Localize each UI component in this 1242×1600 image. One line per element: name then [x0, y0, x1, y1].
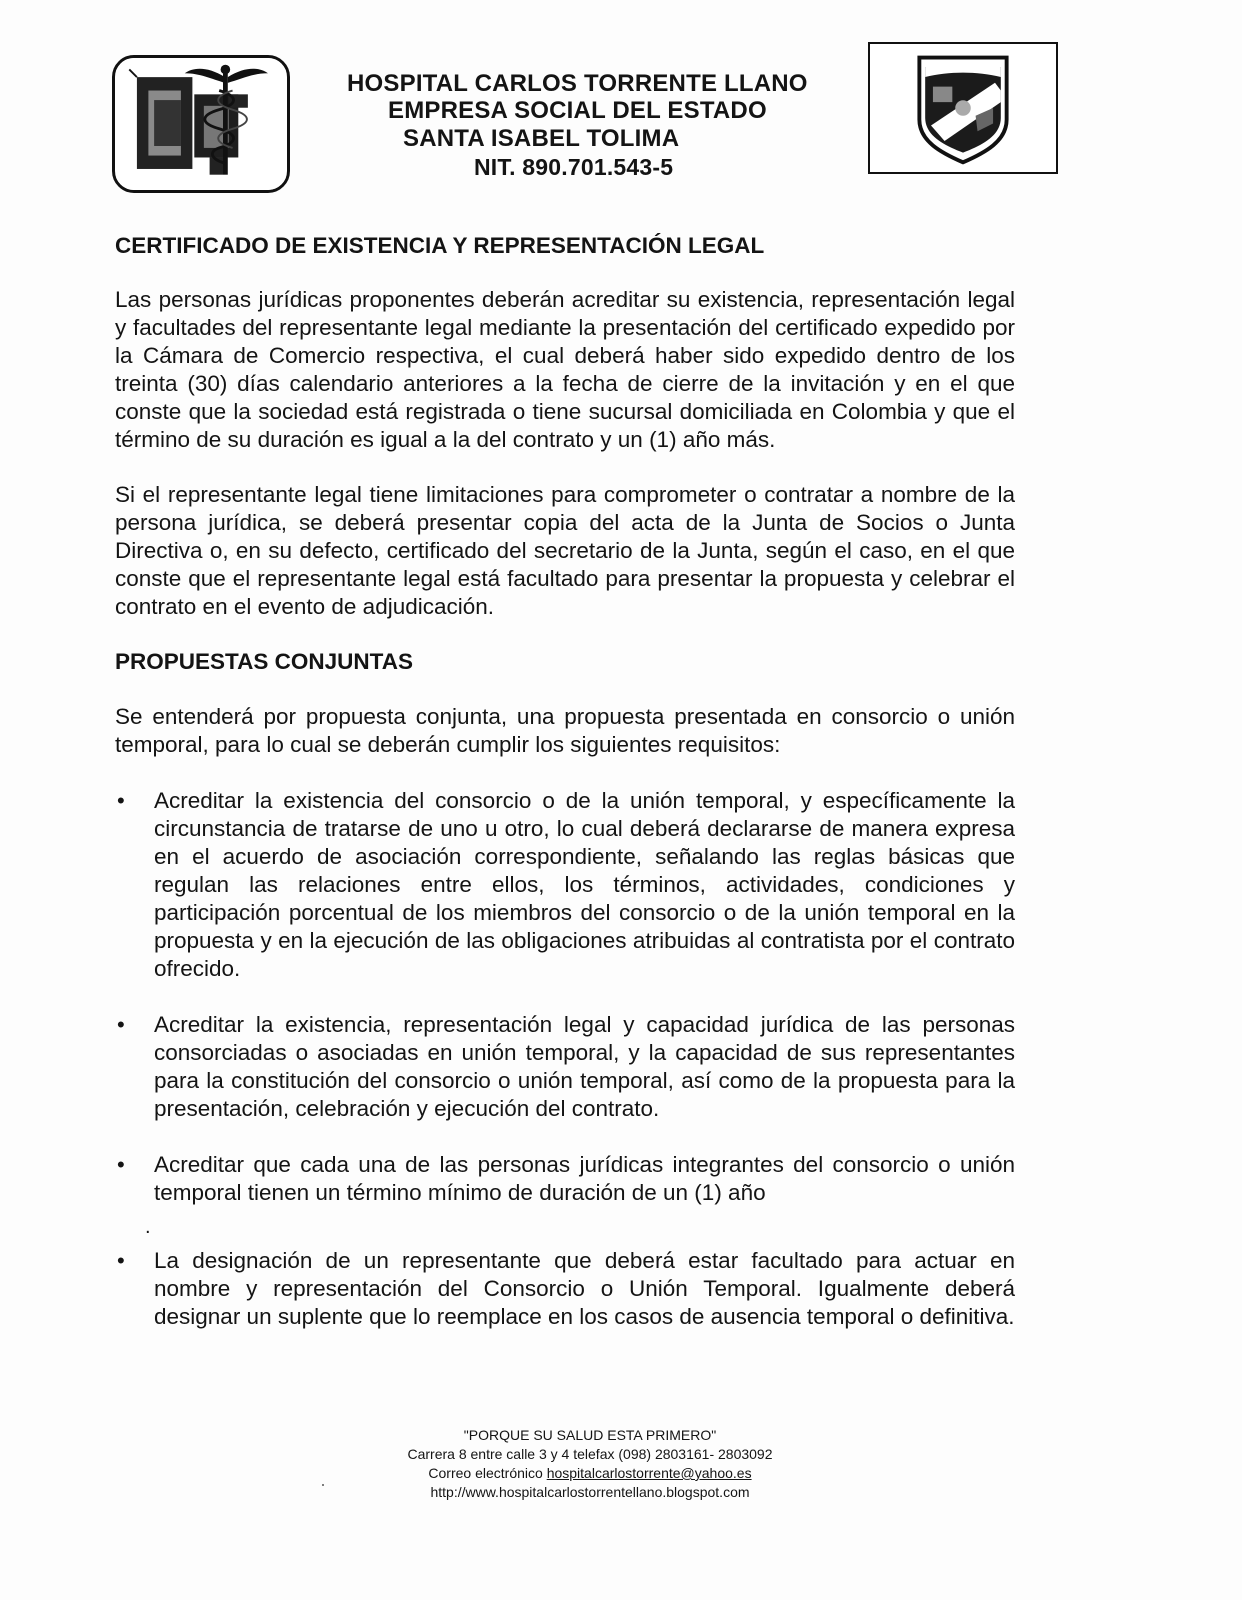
shield-icon [870, 44, 1056, 172]
stray-mark [115, 1216, 1015, 1241]
requirement-text: Acreditar la existencia, representación legal y capacidad jurídica de las personas consorciadas o asociadas en unión temporal, y la capacidad de sus representantes para la constitución del consorcio o unión temporal, así como de la propuesta para la presentación, celebración y ejecución del contrato. [154, 1012, 1015, 1121]
section-title-conjuntas: PROPUESTAS CONJUNTAS [115, 649, 413, 674]
shield-logo [868, 42, 1058, 174]
hospital-name: HOSPITAL CARLOS TORRENTE LLANO [347, 70, 808, 97]
footer-url[interactable]: http://www.hospitalcarlostorrentellano.blogspot.com [430, 1484, 750, 1500]
list-item [115, 1011, 1015, 1123]
entity-type: EMPRESA SOCIAL DEL ESTADO [388, 97, 767, 124]
location: SANTA ISABEL TOLIMA [403, 125, 680, 152]
bullet-icon: • [117, 1152, 125, 1177]
document-body [115, 232, 1015, 1331]
list-item [115, 787, 1015, 983]
requirements-list [115, 787, 1015, 1331]
footer-address: Carrera 8 entre calle 3 y 4 telefax (098) 2803161- 2803092 [407, 1446, 773, 1462]
list-item [115, 1247, 1015, 1331]
footer-slogan: "PORQUE SU SALUD ESTA PRIMERO" [463, 1427, 717, 1443]
bullet-icon: • [117, 1012, 125, 1037]
list-item [115, 1151, 1015, 1207]
requirement-text: Acreditar que cada una de las personas jurídicas integrantes del consorcio o unión temporal tienen un término mínimo de duración de un (1) año [154, 1152, 1015, 1205]
footer-email-label: Correo electrónico [428, 1465, 543, 1481]
hospital-logo [112, 55, 290, 193]
bullet-icon: • [117, 788, 125, 813]
paragraph-conjuntas-intro: Se entenderá por propuesta conjunta, una propuesta presentada en consorcio o unión temporal, para lo cual se deberán cumplir los siguientes requisitos: [115, 704, 1015, 757]
page-footer [300, 1426, 880, 1502]
footer-email-line [300, 1464, 880, 1483]
paragraph-certificado-2: Si el representante legal tiene limitaciones para comprometer o contratar a nombre de la persona jurídica, se deberá presentar copia del acta de la Junta de Socios o Junta Directiva o, en su defecto, certificado del secretario de la Junta, según el caso, en el que conste que el representante legal está facultado para presentar la propuesta y celebrar el contrato en el evento de adjudicación. [115, 482, 1015, 619]
requirement-text: Acreditar la existencia del consorcio o de la unión temporal, y específicamente la circunstancia de tratarse de uno u otro, lo cual deberá declararse de manera expresa en el acuerdo de asociación correspondiente, señalando las reglas básicas que regulan las relaciones entre ellos, los términos, actividades, condiciones y participación porcentual de los miembros del consorcio o de la unión temporal en la propuesta y en la ejecución de las obligaciones atribuidas al contratista por el contrato ofrecido. [154, 788, 1015, 981]
section-title-certificado: CERTIFICADO DE EXISTENCIA Y REPRESENTACIÓN LEGAL [115, 233, 765, 258]
footer-email-link[interactable]: hospitalcarlostorrente@yahoo.es [546, 1465, 752, 1481]
stray-period: . [145, 1216, 151, 1238]
bullet-icon: • [117, 1248, 125, 1273]
caduceus-monogram-icon [115, 58, 287, 190]
scan-speck [322, 1484, 324, 1486]
nit-number: NIT. 890.701.543-5 [474, 154, 674, 180]
paragraph-certificado-1: Las personas jurídicas proponentes deberán acreditar su existencia, representación legal y facultades del representante legal mediante la presentación del certificado expedido por la Cámara de Comercio respectiva, el cual deberá haber sido expedido dentro de los treinta (30) días calendario anteriores a la fecha de cierre de la invitación y en el que conste que la sociedad está registrada o tiene sucursal domiciliada en Colombia y que el término de su duración es igual a la del contrato y un (1) año más. [115, 287, 1015, 452]
requirement-text: La designación de un representante que deberá estar facultado para actuar en nombre y representación del Consorcio o Unión Temporal. Igualmente deberá designar un suplente que lo reemplace en los casos de ausencia temporal o definitiva. [154, 1248, 1015, 1329]
